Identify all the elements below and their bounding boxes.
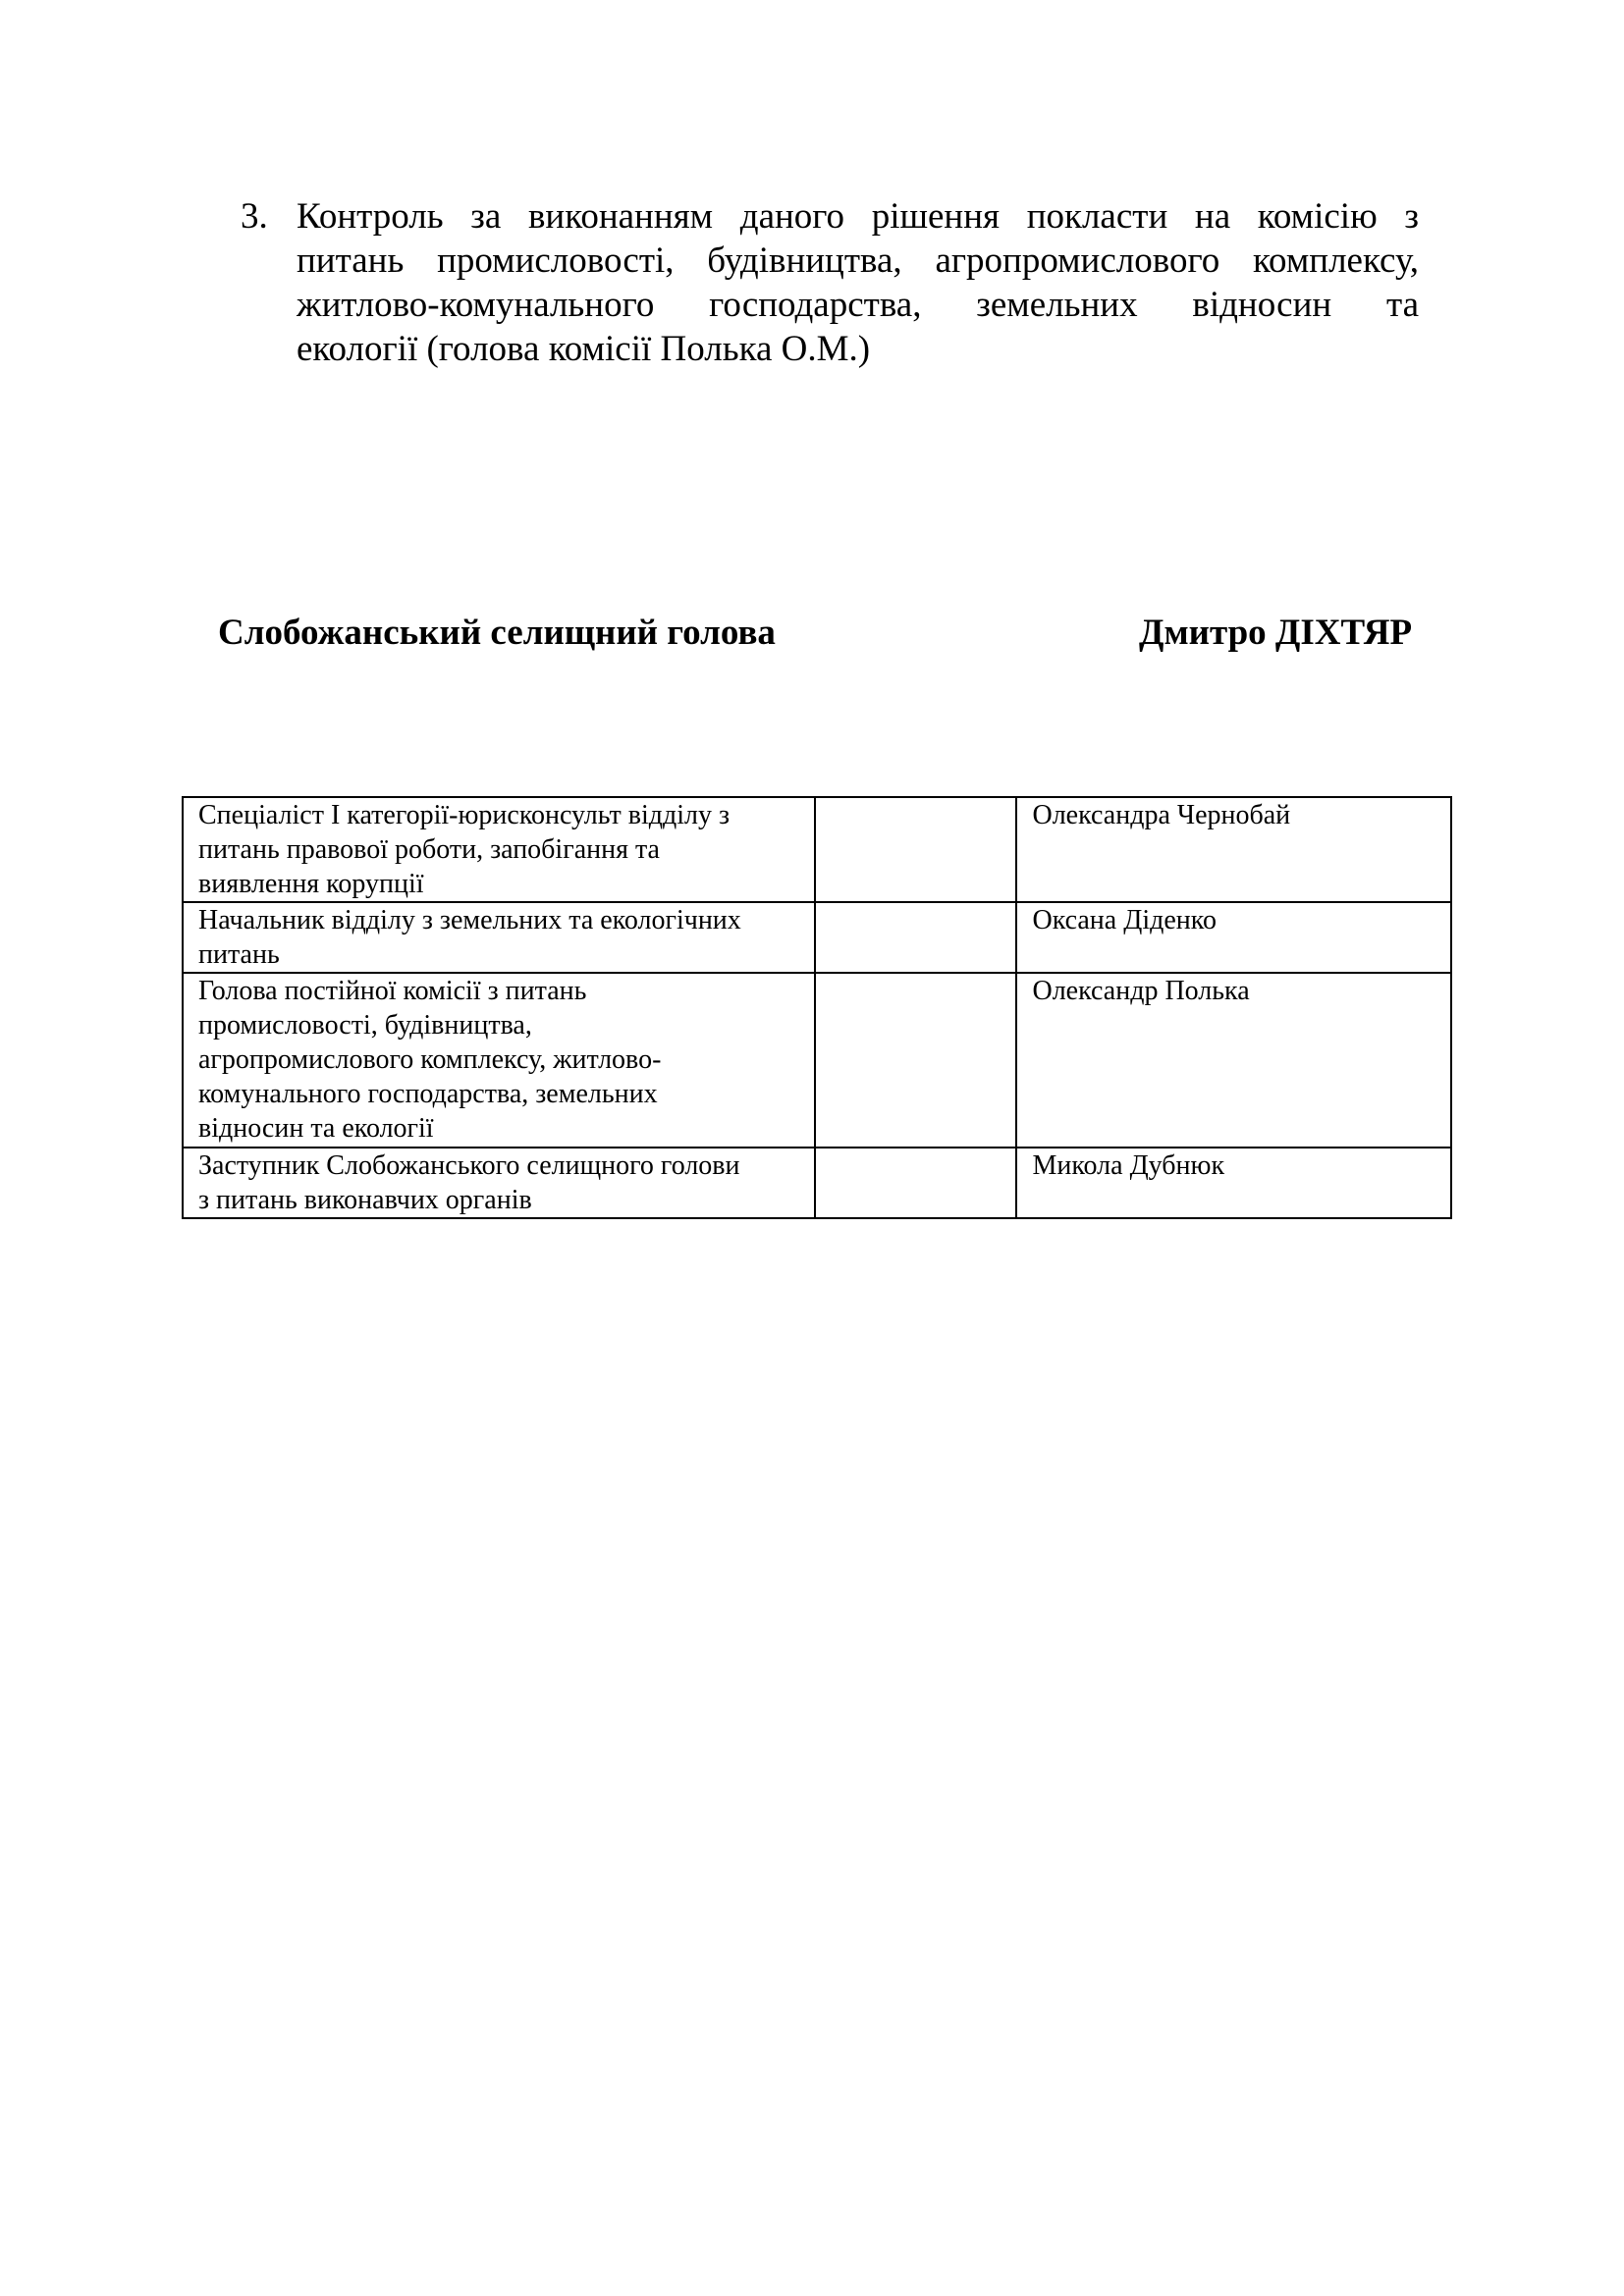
approver-position xyxy=(183,1148,815,1218)
signatory-position: Слобожанський селищний голова xyxy=(218,613,776,653)
approvals-table xyxy=(182,796,1452,1219)
approver-position-line: Голова постійної комісії з питань xyxy=(198,976,587,1006)
clause-line: питань промисловості, будівництва, агропромислового комплексу, xyxy=(297,240,1419,281)
approver-position-line: з питань виконавчих органів xyxy=(198,1185,532,1215)
approver-position-line: комунального господарства, земельних xyxy=(198,1079,658,1109)
approver-position-line: питань xyxy=(198,939,280,970)
clause-line: житлово-комунального господарства, земельних відносин та xyxy=(297,285,1419,325)
approver-name: Микола Дубнюк xyxy=(1016,1148,1451,1218)
approver-position-line: Начальник відділу з земельних та екологічних xyxy=(198,905,741,935)
signatory-name: Дмитро ДІХТЯР xyxy=(1139,613,1413,653)
approver-position-line: промисловості, будівництва, xyxy=(198,1010,532,1041)
approver-position xyxy=(183,902,815,973)
approver-signature-cell xyxy=(815,973,1016,1148)
approver-position-line: агропромислового комплексу, житлово- xyxy=(198,1044,662,1075)
clause-line: екології (голова комісії Полька О.М.) xyxy=(297,329,871,369)
approver-position xyxy=(183,797,815,902)
approver-name: Олександра Чернобай xyxy=(1016,797,1451,902)
approver-position-line: Спеціаліст І категорії-юрисконсульт відділу з xyxy=(198,800,731,830)
approver-name: Олександр Полька xyxy=(1016,973,1451,1148)
approver-position-line: Заступник Слобожанського селищного голови xyxy=(198,1150,740,1181)
clause-number: 3. xyxy=(241,196,268,237)
table-row xyxy=(183,973,1451,1148)
table-row xyxy=(183,902,1451,973)
clause-line: Контроль за виконанням даного рішення покласти на комісію з xyxy=(297,196,1419,237)
approver-position-line: виявлення корупції xyxy=(198,869,424,899)
approver-position-line: питань правової роботи, запобігання та xyxy=(198,834,660,865)
approver-position xyxy=(183,973,815,1148)
clause-text xyxy=(297,194,1419,371)
table-row xyxy=(183,1148,1451,1218)
approver-signature-cell xyxy=(815,797,1016,902)
approver-signature-cell xyxy=(815,902,1016,973)
approver-position-line: відносин та екології xyxy=(198,1113,434,1144)
approver-name: Оксана Діденко xyxy=(1016,902,1451,973)
approver-signature-cell xyxy=(815,1148,1016,1218)
table-row xyxy=(183,797,1451,902)
